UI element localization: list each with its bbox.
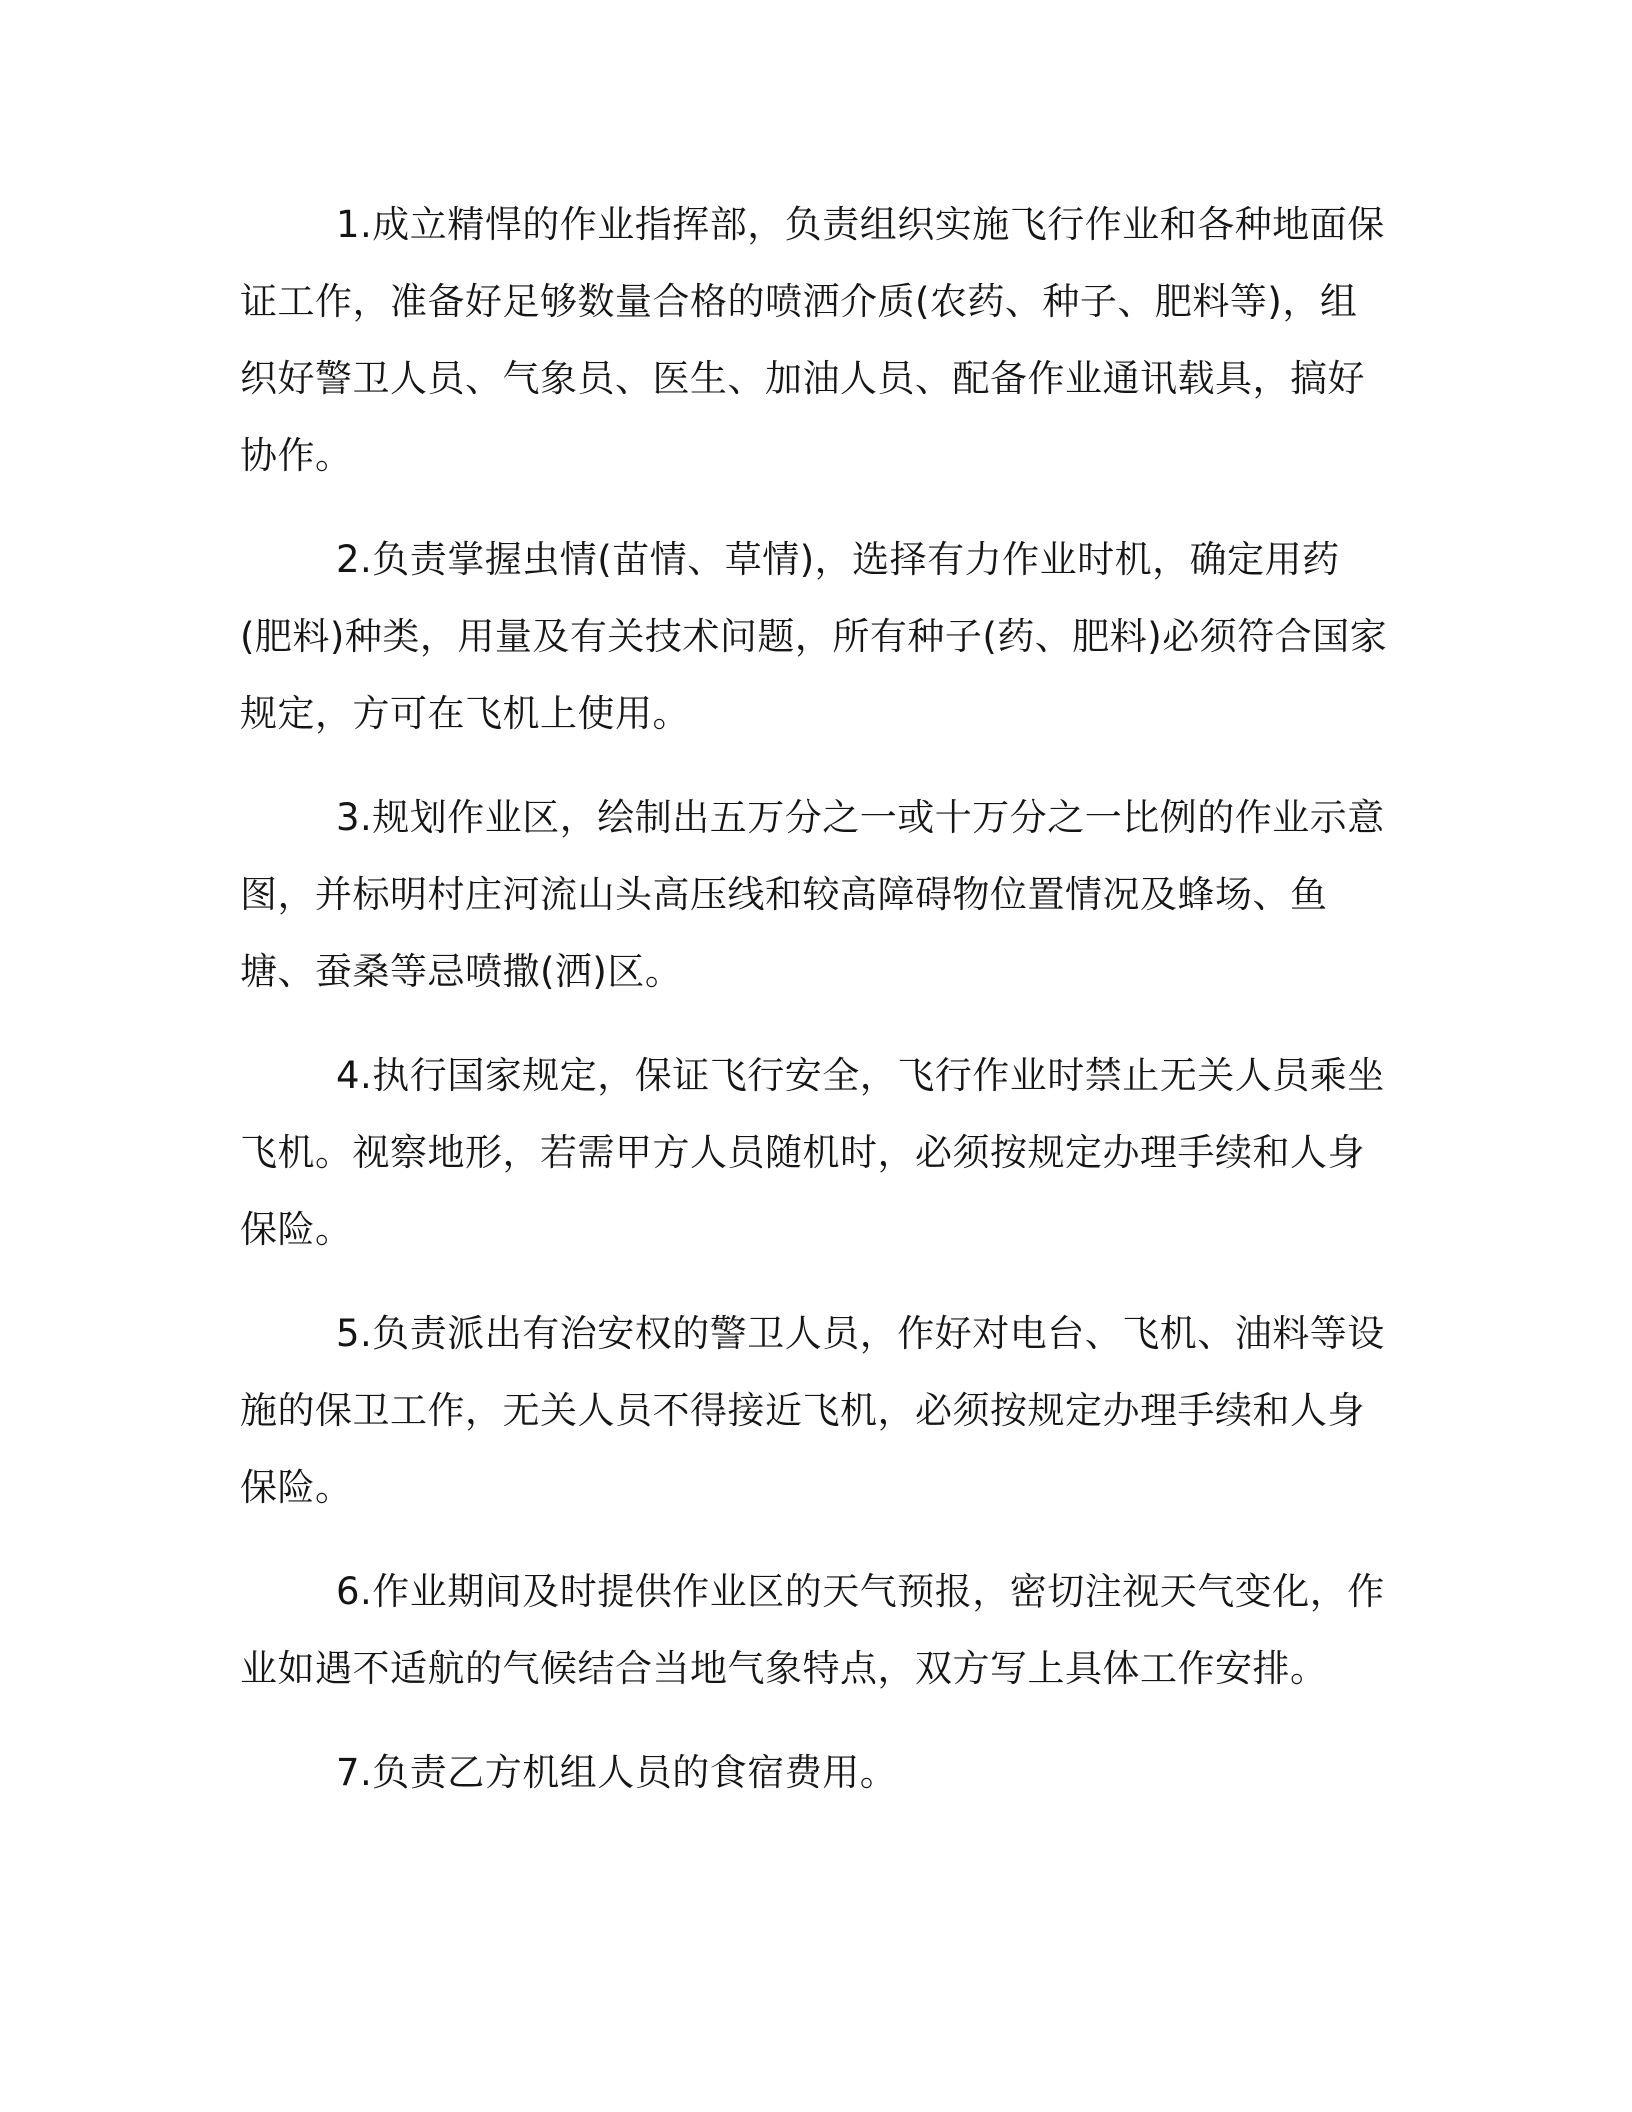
- paragraph-5: 5.负责派出有治安权的警卫人员，作好对电台、飞机、油料等设施的保卫工作，无关人员不得接近飞机，必须按规定办理手续和人身保险。: [240, 1312, 1385, 1509]
- paragraph-7: 7.负责乙方机组人员的食宿费用。: [336, 1751, 898, 1794]
- document-body: [240, 186, 1388, 1838]
- paragraph-3: 3.规划作业区，绘制出五万分之一或十万分之一比例的作业示意图，并标明村庄河流山头高压线和较高障碍物位置情况及蜂场、鱼塘、蚕桑等忌喷撒(洒)区。: [240, 796, 1385, 993]
- paragraph-2: 2.负责掌握虫情(苗情、草情)，选择有力作业时机，确定用药(肥料)种类，用量及有关技术问题，所有种子(药、肥料)必须符合国家规定，方可在飞机上使用。: [240, 538, 1388, 735]
- paragraph-1: 1.成立精悍的作业指挥部，负责组织实施飞行作业和各种地面保证工作，准备好足够数量合格的喷洒介质(农药、种子、肥料等)，组织好警卫人员、气象员、医生、加油人员、配备作业通讯载具，搞好协作。: [240, 203, 1385, 477]
- paragraph-6: 6.作业期间及时提供作业区的天气预报，密切注视天气变化，作业如遇不适航的气候结合当地气象特点，双方写上具体工作安排。: [240, 1570, 1385, 1690]
- paragraph-4: 4.执行国家规定，保证飞行安全，飞行作业时禁止无关人员乘坐飞机。视察地形，若需甲方人员随机时，必须按规定办理手续和人身保险。: [240, 1054, 1385, 1251]
